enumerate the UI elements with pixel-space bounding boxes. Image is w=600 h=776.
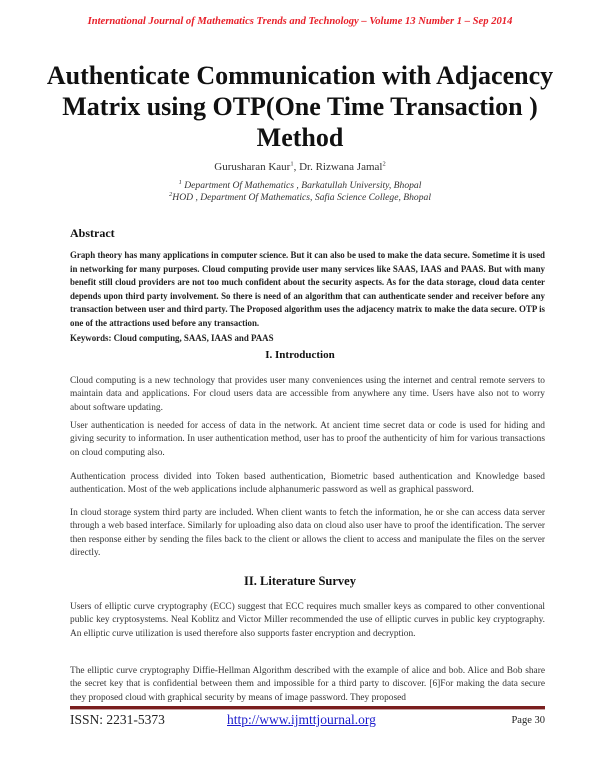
section-heading: II. Literature Survey: [244, 574, 356, 588]
affiliation: [0, 180, 600, 191]
page-number: Page 30: [511, 715, 545, 726]
author-name: Gurusharan Kaur: [214, 161, 291, 173]
author-sup: 2: [382, 160, 386, 168]
affiliation-sup: 1: [178, 178, 182, 186]
keywords: Keywords: Cloud computing, SAAS, IAAS and PAAS: [70, 333, 274, 343]
abstract-heading: Abstract: [70, 226, 115, 240]
affiliation-text: HOD , Department Of Mathematics, Safia Science College, Bhopal: [172, 192, 431, 203]
paragraph: Authentication process divided into Token based authentication, Biometric based authentication and Knowledge based authentication. Most of the web applications include alphanumeric password as well as graphical password.: [70, 472, 545, 496]
paragraph: User authentication is needed for access of data in the network. At ancient time secret data or code is used for hiding and giving security to information. In user authentication method, user has to proof the authenticity of him for various transactions on cloud computing also.: [70, 421, 545, 458]
abstract-text: Graph theory has many applications in computer science. But it can also be used to make the data secure. Sometime it is used in networking for many purposes. Cloud computing provide user many services like SAAS, IAAS and PAAS. But with many benefit still cloud providers are not too much confident about the security aspects. As for the data storage, cloud data center depends upon third party involvement. So there is need of an algorithm that can authenticate sender and receiver before any transaction between user and third party. The Proposed algorithm uses the adjacency matrix to make the data secure. OTP is one of the attractions used before any transaction.: [70, 250, 545, 328]
paper-title: Authenticate Communication with Adjacency Matrix using OTP(One Time Transaction ) Method: [46, 61, 554, 152]
paragraph: Users of elliptic curve cryptography (ECC) suggest that ECC requires much smaller keys as compared to other conventional public key cryptosystems. Neal Koblitz and Victor Miller recommended the use of elliptic curves in public key cryptography. An elliptic curve utilization is used therefore also supports faster encryption and decryption.: [70, 602, 545, 639]
affiliation-text: Department Of Mathematics , Barkatullah University, Bhopal: [184, 180, 422, 191]
journal-link[interactable]: http://www.ijmttjournal.org: [227, 712, 376, 727]
affiliation: [0, 192, 600, 203]
affiliation-sup: 2: [169, 190, 173, 198]
footer-divider: [70, 706, 545, 709]
author-line: Gurusharan Kaur$^1$, Dr. Rizwana Jamal$^2$: [214, 160, 386, 173]
paragraph: The elliptic curve cryptography Diffie-Hellman Algorithm described with the example of alice and bob. Alice and Bob share the secret key that is confidential between them and impossible for a third party to discover. [6]For making the data secure they proposed cloud with graphical security by means of image password. They proposed: [70, 666, 545, 703]
journal-header: International Journal of Mathematics Trends and Technology – Volume 13 Number 1 – Sep 2014: [87, 16, 513, 27]
section-heading: I. Introduction: [265, 349, 335, 361]
issn: ISSN: 2231-5373: [70, 712, 165, 727]
author-name: Dr. Rizwana Jamal: [299, 161, 383, 173]
page-footer: [70, 712, 545, 730]
paragraph: In cloud storage system third party are included. When client wants to fetch the information, he or she can access data server through a web based interface. Similarly for uploading also data on cloud also user have to proof the identification. The server then response either by sending the files back to the client or allows the client to access and manipulate the files on the server directly.: [70, 508, 545, 559]
paragraph: Cloud computing is a new technology that provides user many conveniences using the internet and central remote servers to maintain data and applications. For cloud users data are accessible from anywhere any time. Users have also not to worry about software updating.: [70, 376, 545, 413]
author-sup: 1: [290, 160, 294, 168]
